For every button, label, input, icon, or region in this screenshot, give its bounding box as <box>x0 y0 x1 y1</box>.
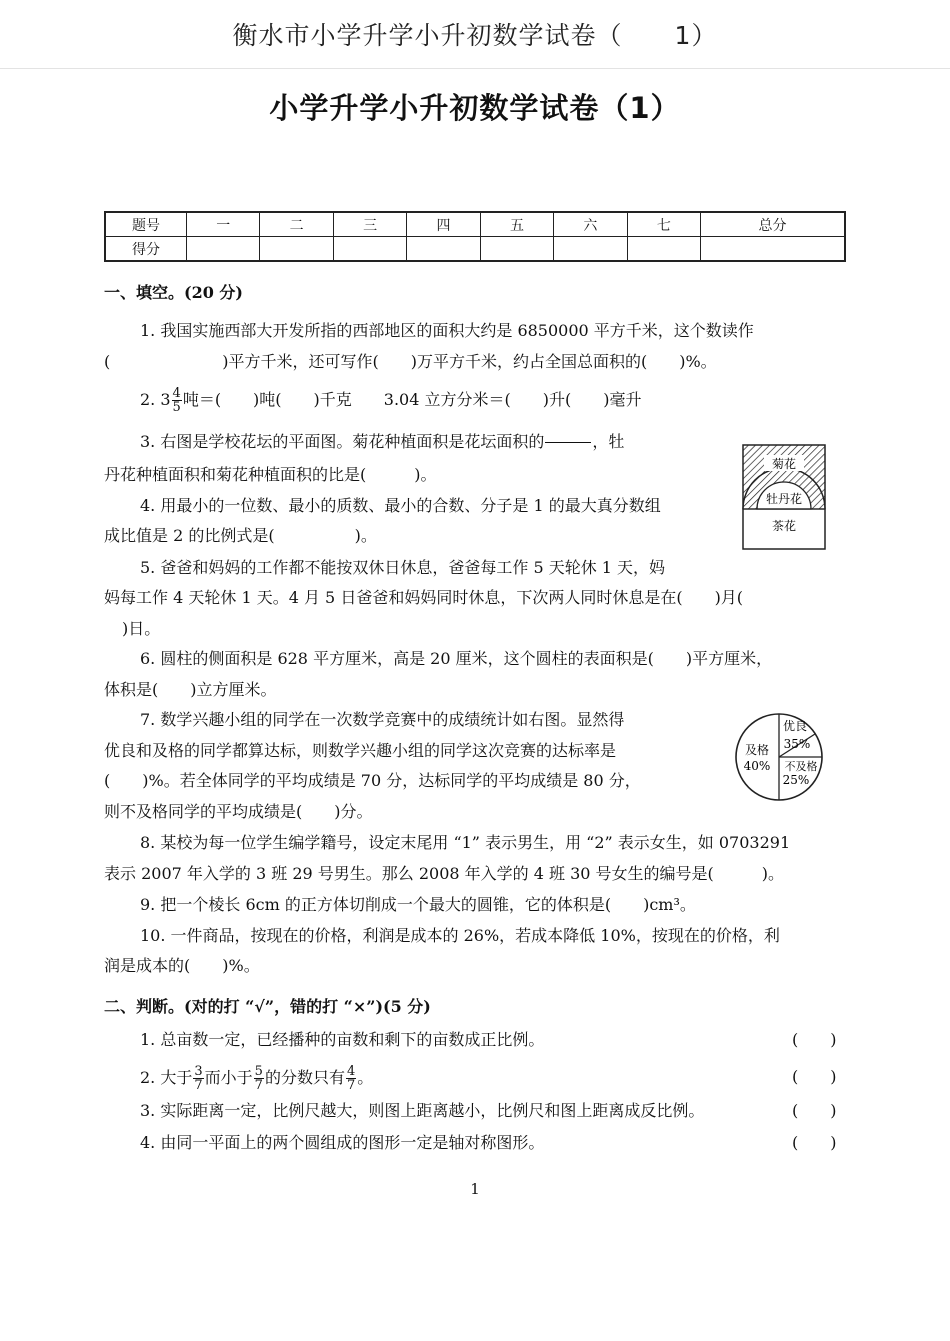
judge-q2-b: 而小于 <box>204 1068 253 1087</box>
q10-line1: 10. 一件商品，按现在的价格，利润是成本的 26%，若成本降低 10%，按现在的价格，利 <box>140 926 780 945</box>
score-blank <box>480 237 553 262</box>
pie-label-fail: 不及格 <box>784 760 818 773</box>
score-cell: 七 <box>627 212 700 237</box>
fraction-denominator: 5 <box>172 400 181 415</box>
section1-heading: 一、填空。(20 分) <box>104 283 243 302</box>
pie-pct-good: 35% <box>783 737 811 751</box>
score-cell: 二 <box>260 212 333 237</box>
score-blank <box>260 237 333 262</box>
score-table-header-row <box>105 212 845 237</box>
q7-line3: ( )%。若全体同学的平均成绩是 70 分，达标同学的平均成绩是 80 分， <box>104 771 641 790</box>
score-table-score-row <box>105 237 845 262</box>
judge-q1-paren: ( ) <box>792 1030 837 1049</box>
judge-q4-paren: ( ) <box>792 1133 837 1152</box>
header-title: 衡水市小学升学小升初数学试卷（ 1） <box>232 21 718 50</box>
q2-part-a: 2. 3 <box>140 390 171 409</box>
score-cell: 四 <box>407 212 480 237</box>
judge-q3: 3. 实际距离一定，比例尺越大，则图上距离越小，比例尺和图上距离成反比例。 <box>140 1101 705 1120</box>
fraction-3-7 <box>193 1065 203 1092</box>
q1-line1: 1. 我国实施西部大开发所指的西部地区的面积大约是 6850000 平方千米，这个数读作 <box>140 321 754 340</box>
fraction-denominator <box>545 443 591 456</box>
page-number: 1 <box>470 1180 480 1198</box>
judge-q3-paren: ( ) <box>792 1101 837 1120</box>
judge-q2 <box>140 1065 373 1092</box>
fraction-numerator: 4 <box>346 1064 356 1079</box>
q10-line2: 润是成本的( )%。 <box>104 956 260 975</box>
fraction-numerator <box>545 429 591 443</box>
q8-line1: 8. 某校为每一位学生编学籍号，设定末尾用 “1” 表示男生，用 “2” 表示女生，如 0703291 <box>140 833 791 852</box>
fraction-numerator: 4 <box>172 386 181 401</box>
judge-q1: 1. 总亩数一定，已经播种的亩数和剩下的亩数成正比例。 <box>140 1030 545 1049</box>
fraction-denominator: 7 <box>254 1078 263 1093</box>
score-cell: 六 <box>554 212 627 237</box>
fraction-denominator: 7 <box>194 1078 203 1093</box>
pie-pct-fail: 25% <box>782 773 810 787</box>
fraction-5-7 <box>254 1065 264 1092</box>
flower-label-chrysanthemum: 菊花 <box>771 457 797 471</box>
section2-heading: 二、判断。(对的打 “√”，错的打 “×”)(5 分) <box>104 997 431 1016</box>
paper-title: 小学升学小升初数学试卷（1） <box>269 91 681 125</box>
judge-q2-a: 2. 大于 <box>140 1068 193 1087</box>
q7-line1: 7. 数学兴趣小组的同学在一次数学竞赛中的成绩统计如右图。显然得 <box>140 710 625 729</box>
judge-q2-paren: ( ) <box>792 1067 837 1086</box>
score-cell: 五 <box>480 212 553 237</box>
q5-line2: 妈每工作 4 天轮休 1 天。4 月 5 日爸爸和妈妈同时休息，下次两人同时休息是在( )月( <box>104 588 744 607</box>
pie-pct-pass: 40% <box>743 759 771 773</box>
q7-line2: 优良和及格的同学都算达标，则数学兴趣小组的同学这次竞赛的达标率是 <box>104 741 617 760</box>
score-blank <box>187 237 260 262</box>
q3-text: 3. 右图是学校花坛的平面图。菊花种植面积是花坛面积的 <box>140 432 545 451</box>
score-blank <box>407 237 480 262</box>
fraction-denominator: 7 <box>346 1078 356 1093</box>
fraction-numerator: 3 <box>194 1064 203 1079</box>
judge-q2-c: 的分数只有 <box>264 1068 345 1087</box>
q5-line1: 5. 爸爸和妈妈的工作都不能按双休日休息，爸爸每工作 5 天轮休 1 天，妈 <box>140 558 666 577</box>
flower-label-peony: 牡丹花 <box>765 492 803 506</box>
fraction-4-7 <box>346 1065 356 1092</box>
judge-q2-d: 。 <box>357 1068 374 1087</box>
score-blank <box>627 237 700 262</box>
fraction-numerator: 5 <box>254 1064 263 1079</box>
pie-label-good: 优良 <box>782 719 808 733</box>
score-blank <box>701 237 845 262</box>
q3-blank-fraction <box>545 429 591 456</box>
score-cell: 三 <box>333 212 406 237</box>
q4-line1: 4. 用最小的一位数、最小的质数、最小的合数、分子是 1 的最大真分数组 <box>140 496 661 515</box>
score-cell: 题号 <box>105 212 187 237</box>
pie-label-pass: 及格 <box>744 743 770 757</box>
q9-line1: 9. 把一个棱长 6cm 的正方体切削成一个最大的圆锥，它的体积是( )cm³。 <box>140 895 696 914</box>
score-cell: 一 <box>187 212 260 237</box>
q2-line <box>140 387 641 414</box>
q2-fraction <box>172 387 182 414</box>
score-row-label: 得分 <box>105 237 187 262</box>
flower-bed-figure <box>742 444 826 550</box>
q8-line2: 表示 2007 年入学的 3 班 29 号男生。那么 2008 年入学的 4 班 30 号女生的编号是( )。 <box>104 864 785 883</box>
q7-line4: 则不及格同学的平均成绩是( )分。 <box>104 802 373 821</box>
score-blank <box>554 237 627 262</box>
document-header <box>0 0 950 69</box>
q3-tail: ，牡 <box>592 432 625 451</box>
flower-label-camellia: 茶花 <box>771 519 797 533</box>
score-blank <box>333 237 406 262</box>
q3-line2: 丹花种植面积和菊花种植面积的比是( )。 <box>104 465 437 484</box>
judge-q4: 4. 由同一平面上的两个圆组成的图形一定是轴对称图形。 <box>140 1133 545 1152</box>
q6-line2: 体积是( )立方厘米。 <box>104 680 277 699</box>
score-table <box>104 211 846 262</box>
q3-line1 <box>140 429 624 456</box>
q5-line3: )日。 <box>122 619 161 638</box>
q6-line1: 6. 圆柱的侧面积是 628 平方厘米，高是 20 厘米，这个圆柱的表面积是( )平方厘米， <box>140 649 773 668</box>
score-cell: 总分 <box>701 212 845 237</box>
q1-line2: ( )平方千米，还可写作( )万平方千米，约占全国总面积的( )%。 <box>104 352 717 371</box>
grade-pie-figure <box>733 712 827 802</box>
q2-part-b: 吨＝( )吨( )千克 3.04 立方分米＝( )升( )毫升 <box>182 390 642 409</box>
q4-line2: 成比值是 2 的比例式是( )。 <box>104 526 377 545</box>
